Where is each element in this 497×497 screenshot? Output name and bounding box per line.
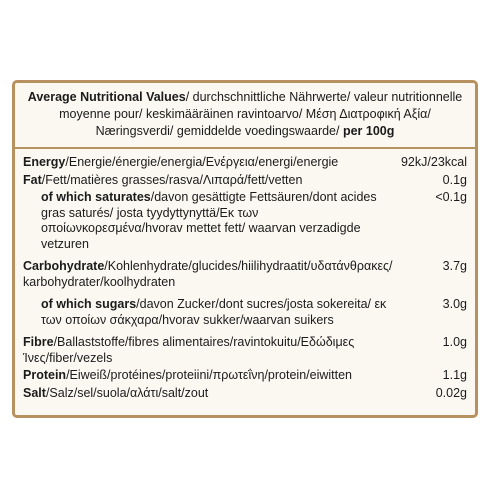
table-row-protein (15, 368, 475, 386)
row-value: 3.7g (442, 259, 467, 273)
row-label: Fat (23, 172, 42, 187)
table-row-carbohydrate (15, 259, 475, 292)
table-row-fat (15, 173, 475, 191)
per-100g-label: per 100g (342, 124, 395, 138)
header-line3-text: Næringsverdi/ gemiddelde voedingswaarde/ (95, 124, 340, 138)
row-label: of which saturates (41, 190, 151, 204)
row-translations: /Ballaststoffe/fibres alimentaires/ravintokuitu/Εδώδιμες Ίνες/fiber/vezels (23, 335, 355, 365)
row-label: Carbohydrate (23, 259, 105, 273)
table-row-saturates (15, 190, 475, 254)
nutrition-header (15, 83, 475, 149)
row-value: <0.1g (435, 190, 467, 204)
table-row-sugars (15, 297, 475, 330)
row-label: Energy (23, 155, 66, 169)
row-value: 0.1g (442, 172, 467, 187)
table-row-fibre (15, 335, 475, 368)
row-value: 3.0g (442, 297, 467, 311)
row-translations: /Salz/sel/suola/αλάτι/salt/zout (45, 385, 209, 400)
row-label: Protein (23, 368, 67, 382)
row-translations: /davon Zucker/dont sucres/josta sokereita/ εκ των οποίων σάκχαρα/hvorav sukker/waarvan suikers (41, 297, 387, 327)
header-line1-rest: / durchschnittliche Nährwerte/ valeur nutritionnelle (185, 90, 463, 104)
row-translations: /Fett/matières grasses/rasva/Λιπαρά/fett/vetten (41, 172, 303, 187)
row-value: 0.02g (435, 385, 467, 400)
row-translations: /Eiweiß/protéines/proteiini/πρωτεΐνη/protein/eiwitten (66, 368, 353, 382)
row-translations: /Kohlenhydrate/glucides/hiilihydraatit/υδατάνθρακες/ karbohydrater/koolhydraten (23, 259, 393, 289)
header-line-3 (25, 123, 465, 140)
row-value: 1.0g (442, 335, 467, 349)
nutrition-rows (15, 149, 475, 403)
row-label: of which sugars (41, 297, 137, 311)
table-row-energy (15, 155, 475, 173)
row-label: Fibre (23, 335, 54, 349)
nutrition-table (12, 80, 478, 418)
header-title: Average Nutritional Values (27, 90, 186, 104)
row-label: Salt (23, 385, 46, 400)
row-value: 92kJ/23kcal (400, 155, 467, 169)
header-line-2: moyenne pour/ keskimääräinen ravintoarvo/ Μέση Διατροφική Αξία/ (59, 107, 431, 121)
row-translations: /davon gesättigte Fettsäuren/dont acides gras saturés/ josta tyydyttynyttä/Εκ των οποίωνκορεσμένα/hvorav mettet fett/ waarvan verzadigde vetzuren (41, 190, 377, 251)
row-value: 1.1g (442, 368, 467, 382)
header-line-1 (25, 89, 465, 106)
table-row-salt (15, 386, 475, 404)
row-translations: /Energie/énergie/energia/Ενέργεια/energi/energie (65, 155, 339, 169)
